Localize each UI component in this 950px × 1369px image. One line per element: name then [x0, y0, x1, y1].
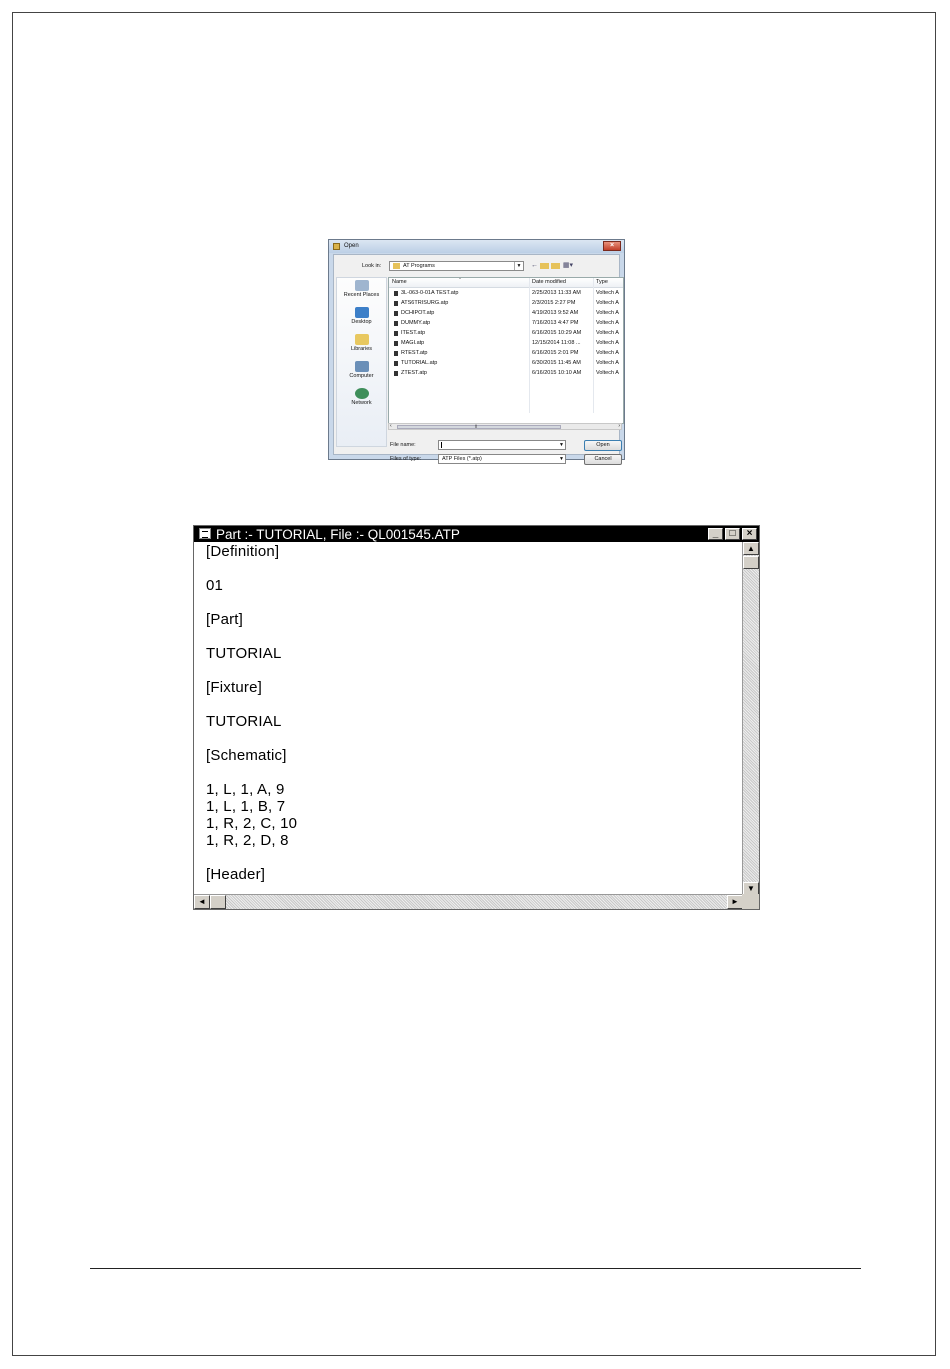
chevron-down-icon[interactable]: ▼: [559, 456, 564, 462]
scroll-left-button[interactable]: ◄: [194, 895, 210, 909]
file-row[interactable]: [389, 359, 623, 369]
text-line: [206, 696, 741, 713]
text-line: [Header]: [206, 866, 266, 883]
file-row[interactable]: [389, 319, 623, 329]
atp-file-icon: [394, 301, 398, 306]
files-of-type-value: ATP Files (*.atp): [442, 456, 482, 462]
column-date-modified[interactable]: Date modified: [532, 279, 566, 285]
text-line: [206, 730, 741, 747]
atp-file-icon: [394, 361, 398, 366]
text-line: 01: [206, 577, 224, 594]
atp-file-icon: [394, 351, 398, 356]
place-recent-places[interactable]: [337, 280, 386, 298]
view-menu-icon[interactable]: ▦▾: [562, 262, 574, 269]
column-name[interactable]: Name: [392, 279, 407, 285]
files-of-type-select[interactable]: [438, 454, 566, 464]
atp-file-icon: [394, 331, 398, 336]
dialog-titlebar: [329, 240, 624, 253]
file-list-hscrollbar[interactable]: [388, 423, 622, 430]
text-line: [206, 628, 741, 645]
file-name-cell: DCHIPOT.atp: [401, 310, 435, 316]
file-row[interactable]: [389, 289, 623, 299]
place-computer[interactable]: [337, 361, 386, 379]
file-type-cell: Voltech A: [596, 290, 619, 296]
text-line: 1, L, 1, B, 7: [206, 798, 286, 815]
atp-file-icon: [394, 371, 398, 376]
file-name-cell: MAGI.atp: [401, 340, 425, 346]
desktop-icon: [355, 307, 369, 318]
cancel-button[interactable]: Cancel: [584, 454, 622, 465]
file-type-cell: Voltech A: [596, 370, 619, 376]
chevron-down-icon[interactable]: ▼: [559, 442, 564, 448]
horizontal-scrollbar[interactable]: [194, 894, 743, 909]
place-label: Libraries: [350, 346, 373, 352]
file-type-cell: Voltech A: [596, 320, 619, 326]
dialog-title: Open: [344, 243, 359, 249]
look-in-value: AT Programs: [403, 263, 435, 269]
places-bar: [336, 277, 387, 447]
file-list[interactable]: [388, 277, 624, 424]
sort-indicator-icon: ^: [459, 277, 461, 281]
new-folder-icon[interactable]: [551, 263, 560, 269]
atp-file-icon: [394, 341, 398, 346]
file-date-cell: 6/16/2015 10:10 AM: [532, 370, 582, 376]
computer-icon: [355, 361, 369, 372]
recent-places-icon: [355, 280, 369, 291]
folder-icon: [393, 263, 400, 269]
text-line: [Fixture]: [206, 679, 262, 696]
file-name-input[interactable]: [438, 440, 566, 450]
file-name-cell: ATS6TRISURG.atp: [401, 300, 449, 306]
text-line: [206, 849, 741, 866]
text-line: TUTORIAL: [206, 713, 282, 730]
maximize-button[interactable]: □: [725, 528, 740, 540]
up-folder-icon[interactable]: [540, 263, 549, 269]
place-network[interactable]: [337, 388, 386, 406]
open-dialog: [328, 239, 625, 460]
file-date-cell: 6/30/2015 11:45 AM: [532, 360, 581, 366]
file-name-label: File name:: [390, 442, 416, 448]
file-date-cell: 12/15/2014 11:08 ...: [532, 340, 581, 346]
file-type-cell: Voltech A: [596, 310, 619, 316]
atp-file-icon: [394, 311, 398, 316]
text-line: 1, L, 1, A, 9: [206, 781, 285, 798]
file-row[interactable]: [389, 329, 623, 339]
place-libraries[interactable]: [337, 334, 386, 352]
text-line: [Part]: [206, 611, 244, 628]
look-in-combo[interactable]: [389, 261, 524, 271]
part-window-titlebar: [194, 526, 759, 542]
text-line: [206, 662, 741, 679]
hscroll-thumb[interactable]: [397, 425, 561, 429]
file-type-cell: Voltech A: [596, 360, 619, 366]
part-window-title: Part :- TUTORIAL, File :- QL001545.ATP: [216, 527, 460, 542]
file-row[interactable]: [389, 349, 623, 359]
text-line: [Definition]: [206, 543, 280, 560]
footer-rule: [90, 1268, 861, 1269]
libraries-icon: [355, 334, 369, 345]
file-name-cell: 3L-063-0-01A TEST.atp: [401, 290, 459, 296]
open-dialog-icon: [333, 243, 340, 250]
file-row[interactable]: [389, 299, 623, 309]
column-type[interactable]: Type: [596, 279, 608, 285]
text-line: [206, 764, 741, 781]
text-line: [Schematic]: [206, 747, 287, 764]
file-type-cell: Voltech A: [596, 340, 619, 346]
grip-icon: ||: [475, 423, 478, 428]
file-name-cell: TUTORIAL.atp: [401, 360, 438, 366]
file-name-cell: DUMMY.atp: [401, 320, 431, 326]
scroll-right-button[interactable]: ►: [727, 895, 743, 909]
scroll-down-button[interactable]: ▼: [743, 882, 759, 895]
text-caret: [441, 442, 442, 448]
text-line: 1, R, 2, C, 10: [206, 815, 298, 832]
file-list-header: [389, 278, 623, 288]
open-button[interactable]: Open: [584, 440, 622, 451]
file-date-cell: 7/16/2013 4:47 PM: [532, 320, 579, 326]
file-type-cell: Voltech A: [596, 330, 619, 336]
place-label: Computer: [349, 373, 374, 379]
part-window: [193, 525, 760, 910]
minimize-button[interactable]: _: [708, 528, 723, 540]
file-type-cell: Voltech A: [596, 350, 619, 356]
file-type-cell: Voltech A: [596, 300, 619, 306]
scrollbar-corner: [742, 894, 759, 909]
text-line: [206, 560, 741, 577]
scroll-left-icon[interactable]: ‹: [390, 423, 392, 429]
text-line: [206, 594, 741, 611]
network-icon: [355, 388, 369, 399]
text-line: 1, R, 2, D, 8: [206, 832, 289, 849]
place-label: Desktop: [351, 319, 372, 325]
dialog-close-button[interactable]: ×: [603, 241, 621, 251]
file-row[interactable]: [389, 369, 623, 379]
place-desktop[interactable]: [337, 307, 386, 325]
part-file-text[interactable]: [206, 543, 741, 891]
file-row[interactable]: [389, 339, 623, 349]
scroll-right-icon[interactable]: ›: [618, 423, 620, 429]
place-label: Recent Places: [343, 292, 380, 298]
file-name-cell: ZTEST.atp: [401, 370, 427, 376]
file-date-cell: 6/16/2015 2:01 PM: [532, 350, 579, 356]
place-label: Network: [351, 400, 372, 406]
scroll-up-button[interactable]: ▲: [743, 542, 759, 555]
hscroll-thumb[interactable]: [210, 895, 226, 909]
file-date-cell: 6/16/2015 10:29 AM: [532, 330, 582, 336]
atp-file-icon: [394, 321, 398, 326]
vertical-scrollbar[interactable]: [742, 542, 759, 895]
file-row[interactable]: [389, 309, 623, 319]
document-icon: [199, 528, 211, 539]
atp-file-icon: [394, 291, 398, 296]
look-in-label: Look in:: [362, 263, 382, 269]
file-name-cell: ITEST.atp: [401, 330, 426, 336]
file-date-cell: 2/3/2015 2:27 PM: [532, 300, 576, 306]
back-arrow-icon[interactable]: ←: [531, 262, 538, 269]
vscroll-thumb[interactable]: [743, 556, 759, 569]
close-button[interactable]: ×: [742, 528, 757, 540]
file-name-cell: RTEST.atp: [401, 350, 428, 356]
file-date-cell: 4/19/2013 9:52 AM: [532, 310, 579, 316]
text-line: TUTORIAL: [206, 645, 282, 662]
chevron-down-icon[interactable]: ▼: [514, 262, 523, 270]
file-date-cell: 2/25/2013 11:33 AM: [532, 290, 581, 296]
files-of-type-label: Files of type:: [390, 456, 422, 462]
dialog-body: [333, 254, 620, 462]
